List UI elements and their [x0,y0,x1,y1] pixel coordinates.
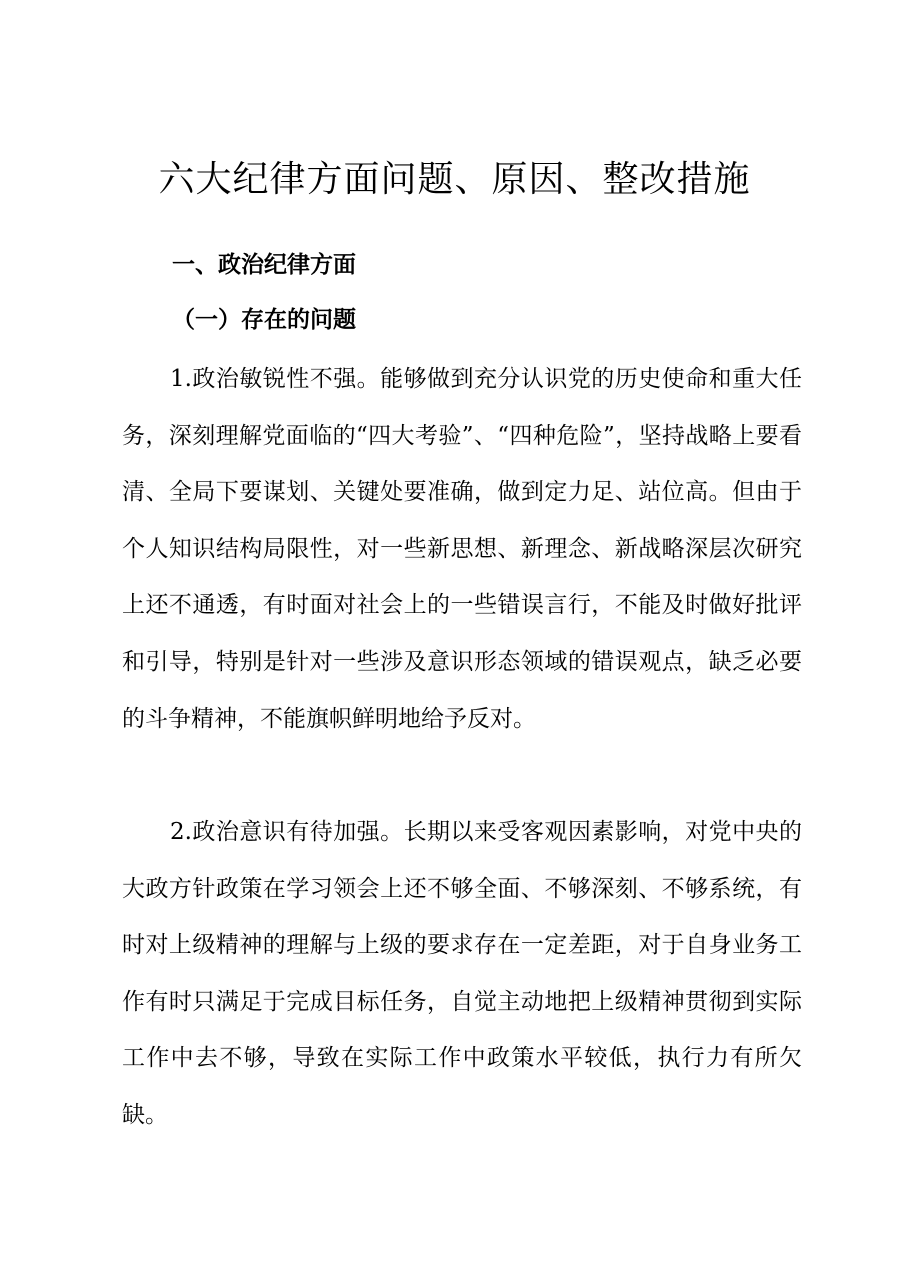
document-title: 六大纪律方面问题、原因、整改措施 [158,159,751,200]
paragraph-1: 1.政治敏锐性不强。能够做到充分认识党的历史使命和重大任务，深刻理解党面临的“四大考验”、“四种危险”，坚持战略上要看清、全局下要谋划、关键处要准确，做到定力足、站位高。但由于个人知识结构局限性，对一些新思想、新理念、新战略深层次研究上还不通透，有时面对社会上的一些错误言行，不能及时做好批评和引导，特别是针对一些涉及意识形态领域的错误观点，缺乏必要的斗争精神，不能旗帜鲜明地给予反对。 [122,366,802,732]
paragraph-2: 2.政治意识有待加强。长期以来受客观因素影响，对党中央的大政方针政策在学习领会上还不够全面、不够深刻、不够系统，有时对上级精神的理解与上级的要求存在一定差距，对于自身业务工作有时只满足于完成目标任务，自觉主动地把上级精神贯彻到实际工作中去不够，导致在实际工作中政策水平较低，执行力有所欠缺。 [122,819,802,1128]
sub-heading: （一）存在的问题 [172,306,356,333]
section-heading: 一、政治纪律方面 [172,252,356,278]
